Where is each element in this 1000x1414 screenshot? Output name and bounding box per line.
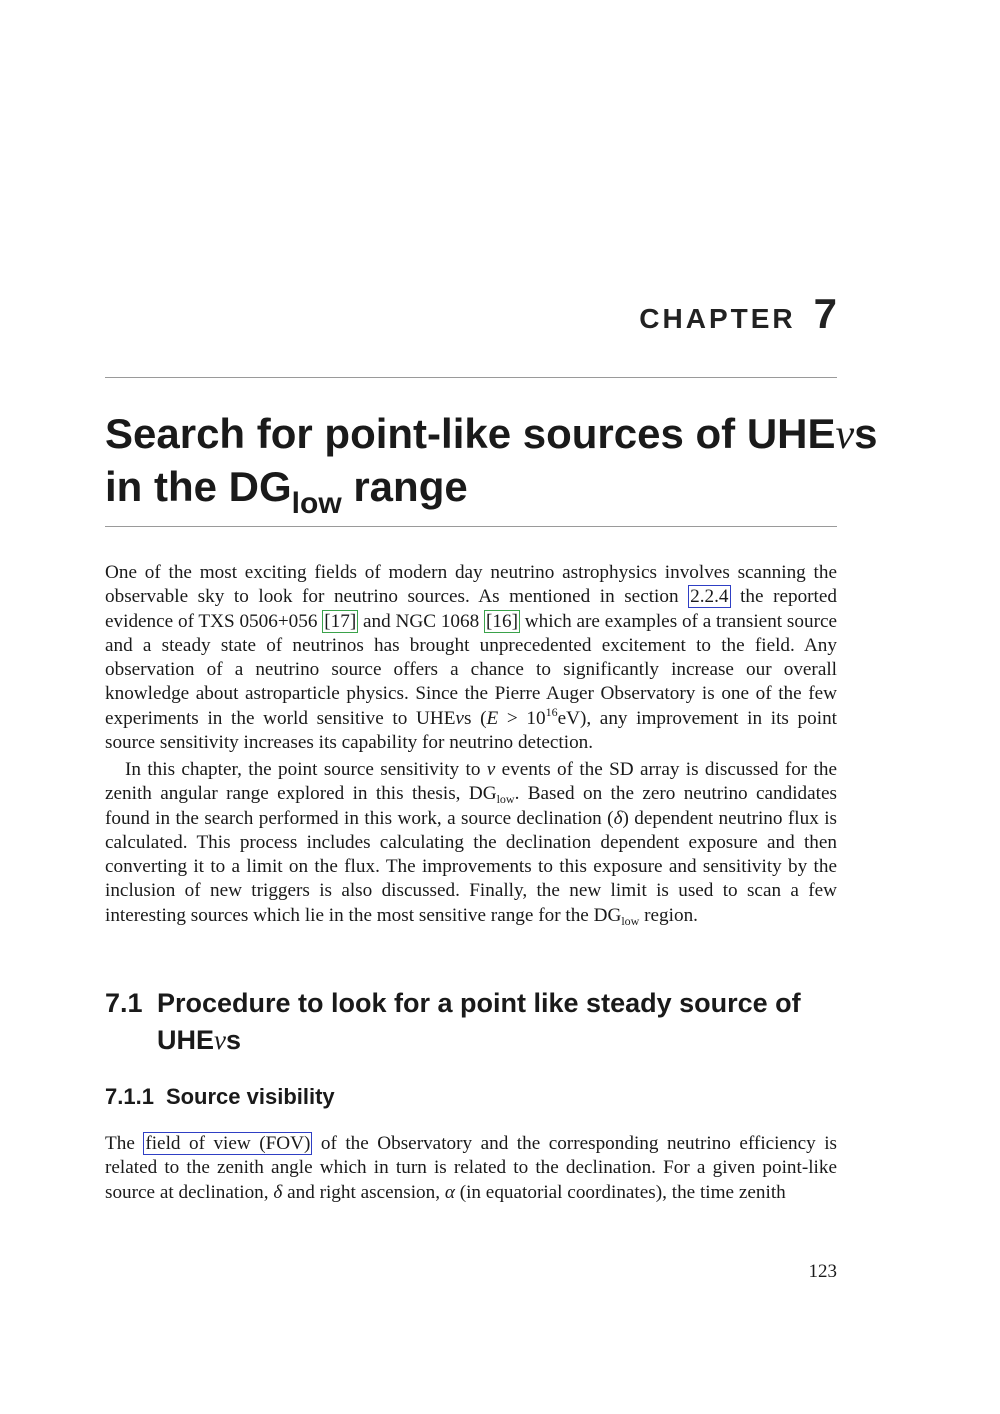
citation-16-link[interactable]: [16]: [486, 610, 518, 632]
bottom-rule: [105, 526, 837, 527]
subsection-number: 7.1.1: [105, 1084, 154, 1109]
section-number: 7.1: [105, 988, 143, 1018]
page-number: 123: [808, 1261, 837, 1282]
body-paragraph: The field of view (FOV) of the Observatory and the corresponding neutrino efficiency is related to the zenith angle which in turn is related to the declination. For a given point-like source at declination, δ and right ascension, α (in equatorial coordinates), the time zenith: [105, 1133, 838, 1203]
top-rule: [105, 377, 837, 378]
citation-17-link[interactable]: [17]: [324, 610, 357, 632]
chapter-label: [639, 290, 837, 338]
nu-symbol: ν: [835, 412, 855, 458]
subsection-heading: [105, 1083, 335, 1111]
intro-paragraph-2: In this chapter, the point source sensitivity to ν events of the SD array is discussed for the zenith angular range explored in this thesis, $DG_{low}$. Based on the zero neutrino candidates found in the search performed in this work, a source declination (δ) dependent neutrino flux is calculated. This process includes calculating the declination dependent exposure and then converting it to a limit on the flux. The improvements to this exposure and sensitivity by the inclusion of new triggers is also discussed. Finally, the new limit is used to scan a few interesting sources which lie in the most sensitive range for the $DG_{low}$ region.: [105, 759, 837, 928]
section-heading: [105, 985, 845, 1059]
chapter-word: CHAPTER: [639, 303, 796, 334]
chapter-title-line-1: Search for point-like sources of UHEνs: [105, 410, 878, 458]
chapter-title: [105, 408, 878, 520]
chapter-number: 7: [813, 290, 837, 337]
fov-glossary-link[interactable]: field of view (FOV): [145, 1133, 311, 1154]
intro-paragraph-1: One of the most exciting fields of modern day neutrino astrophysics involves scanning the observable sky to look for neutrino sources. As mentioned in section 2.2.4 the reported evidence of TXS 0506+056 [17] and NGC 1068 [16] which are examples of a transient source and a steady state of neutrinos has brought unprecedented excitement to the field. Any observation of a neutrino source offers a chance to significantly increase our overall knowledge about astroparticle physics. Since the Pierre Auger Observatory is one of the few experiments in the world sensitive to UHEνs $(E > 10^{16}eV)$, any improvement in its point source sensitivity increases its capability for neutrino detection.: [105, 562, 838, 754]
section-title: Procedure to look for a point like steady source of UHEνs: [157, 988, 801, 1055]
chapter-title-line-2: in the $DG_{low}$ range: [105, 463, 468, 520]
subsection-title: Source visibility: [165, 1084, 335, 1109]
section-ref-link[interactable]: 2.2.4: [690, 586, 729, 608]
subscript-low: low: [291, 487, 342, 520]
